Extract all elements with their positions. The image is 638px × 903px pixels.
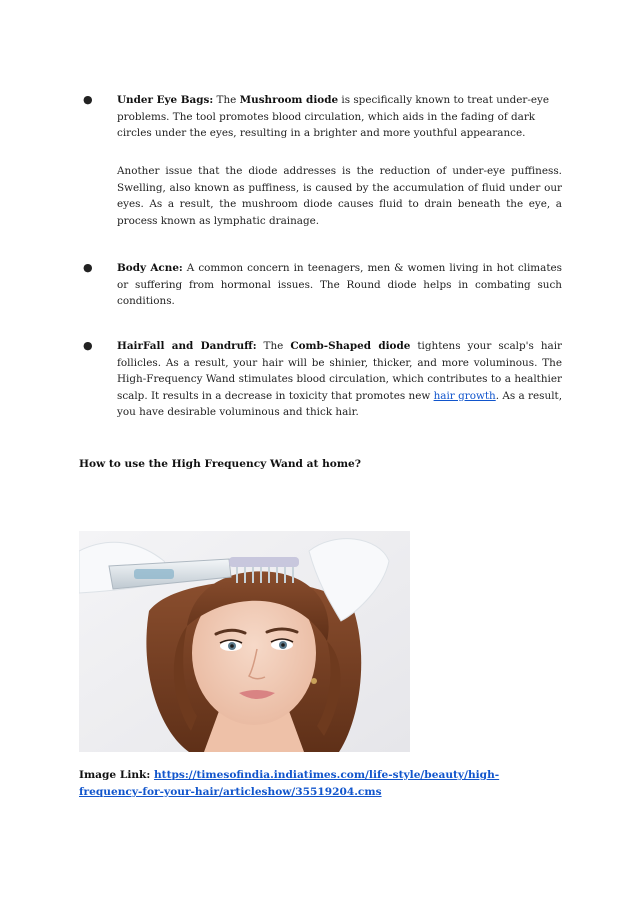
image-link-caption (79, 767, 539, 801)
diode-name: Comb-Shaped diode (290, 340, 411, 352)
bullet-term: HairFall and Dandruff: (117, 340, 257, 352)
image-source-link[interactable]: https://timesofindia.indiatimes.com/life-style/beauty/high-frequency-for-your-hair/articleshow/35519204.cms (79, 769, 500, 798)
diode-name: Mushroom diode (239, 94, 339, 106)
bullet-term: Body Acne: (117, 262, 183, 274)
bullet-dot: ● (83, 339, 93, 352)
bullet-text: Under Eye Bags: The Mushroom diode is specifically known to treat under-eye problems. The tool promotes blood circulation, which aids in the fading of dark circles under the eyes, resulting in a brighter and more youthful appearance. (117, 94, 550, 139)
hair-growth-link[interactable]: hair growth (433, 389, 496, 402)
puffiness-paragraph: Another issue that the diode addresses is the reduction of under-eye puffiness. Swelling, also known as puffiness, is caused by the accumulation of fluid under our eyes. As a result, the mushroom diode causes fluid to drain beneath the eye, a process known as lymphatic drainage. (117, 165, 562, 227)
bullet-text: HairFall and Dandruff: The Comb-Shaped diode tightens your scalp's hair follicles. As a result, your hair will be shinier, thicker, and more voluminous. The High-Frequency Wand stimulates blood circulation, which contributes to a healthier scalp. It results in a decrease in toxicity that promotes new hair growth. As a result, you have desirable voluminous and thick hair. (117, 340, 563, 418)
section-heading: How to use the High Frequency Wand at home? (79, 458, 361, 470)
bullet-dot: ● (83, 93, 93, 106)
bullet-dot: ● (83, 261, 93, 274)
woman-treatment-photo (79, 531, 410, 752)
bullet-term: Under Eye Bags: (117, 94, 214, 106)
caption-label: Image Link: (79, 769, 154, 781)
bullet-text: Body Acne: A common concern in teenagers, men & women living in hot climates or suffering from hormonal issues. The Round diode helps in combating such conditions. (117, 262, 562, 307)
